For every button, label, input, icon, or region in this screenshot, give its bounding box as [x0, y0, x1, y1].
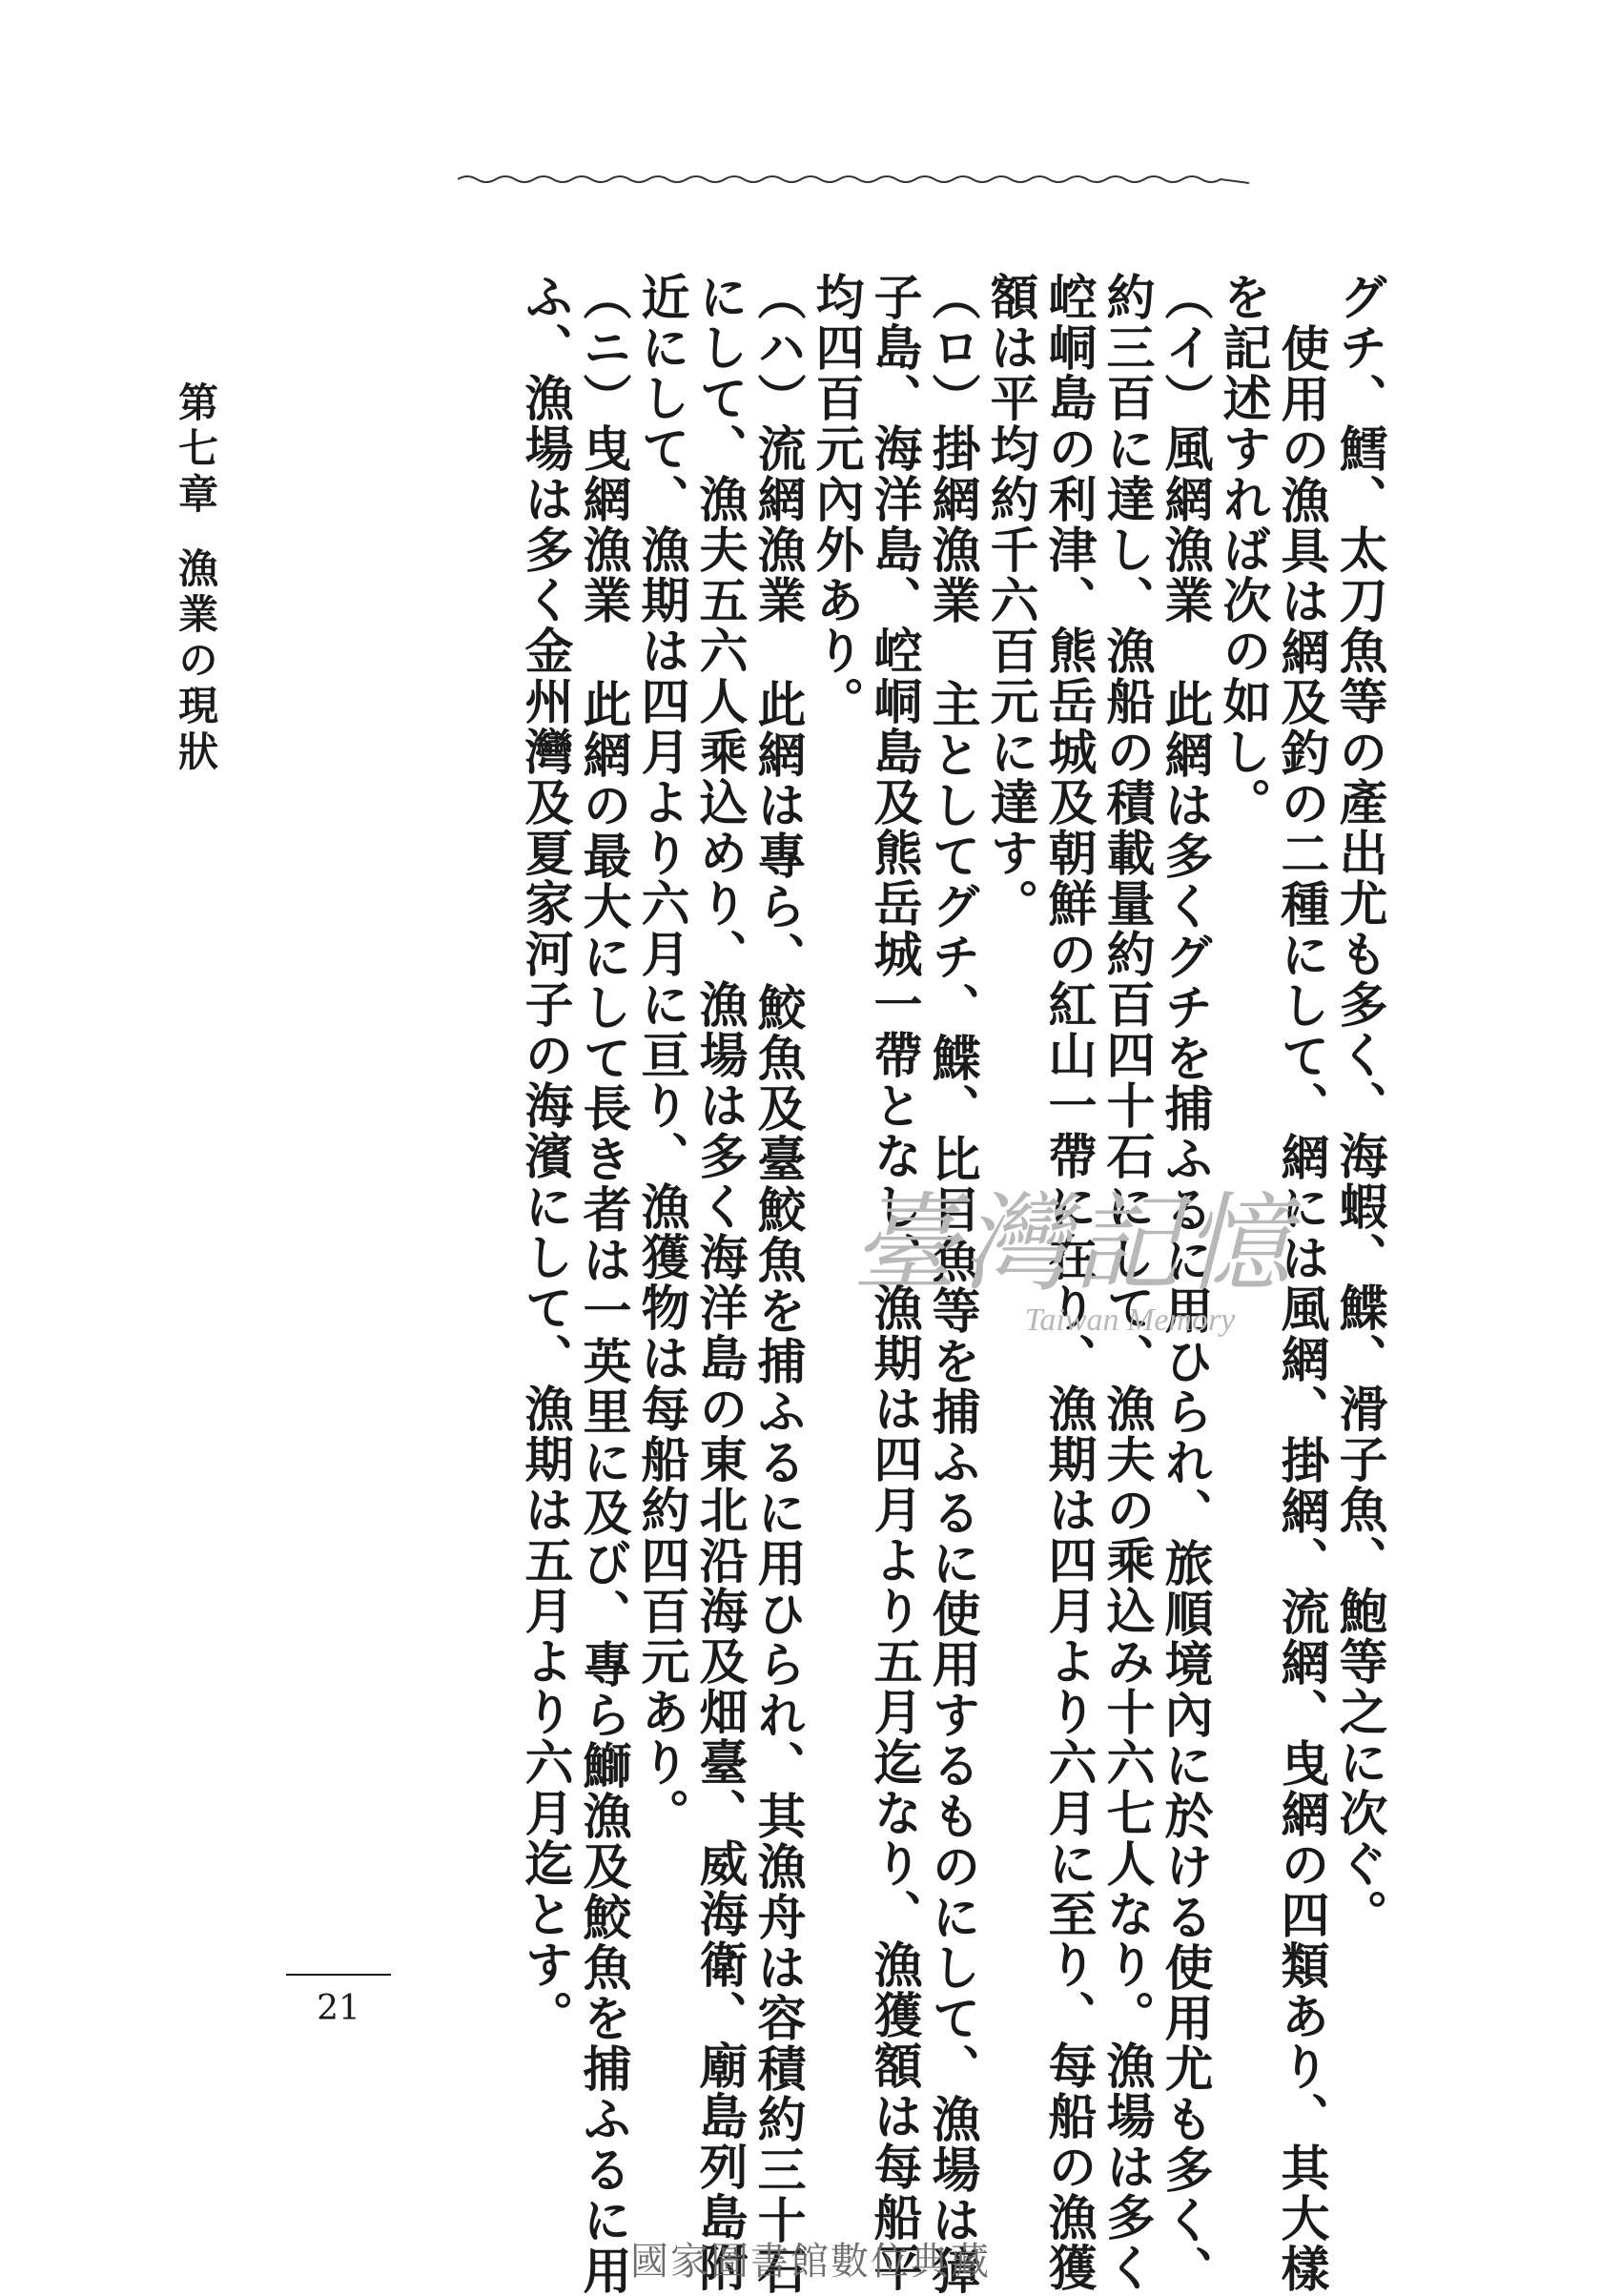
section-label: （イ）風網漁業	[1156, 272, 1213, 625]
text-column: にして、漁夫五六人乘込めり、漁場は多く海洋島の東北沿海及畑臺、威海衛、廟島列島附	[690, 272, 748, 2293]
page-number-rule	[286, 1974, 391, 1976]
archive-footer: 國家圖書館數位典藏	[630, 2240, 991, 2284]
watermark-english: Taiwan Memory	[1024, 1302, 1236, 1338]
section-heading-column: （ロ）掛網漁業主としてグチ、鰈、比目魚等を捕ふるに使用するものにして、漁場は獐	[923, 272, 980, 2296]
text-column: 均四百元內外あり。	[807, 272, 864, 727]
text-column: 崆峒島の利津、熊岳城及朝鮮の紅山一帶に在り、漁期は四月より六月に至り、每船の漁獲	[1039, 272, 1097, 2293]
text-column: 近にして、漁期は四月より六月に亘り、漁獲物は每船約四百元あり。	[632, 272, 689, 1838]
text-column: グチ、鱈、太刀魚等の產出尤も多く、海蝦、鰈、滑子魚、鮑等之に次ぐ。	[1330, 272, 1387, 1939]
text-column: 子島、海洋島、崆峒島及熊岳城一帶となし、漁期は四月より五月迄なり、漁獲額は每船平	[865, 272, 922, 2293]
chapter-title: 漁業の現狀	[173, 547, 219, 776]
section-heading-column: （イ）風網漁業此網は多くグチを捕ふるに用ひられ、旅順境內に於ける使用尤も多く、	[1156, 272, 1213, 2296]
page-number: 21	[286, 1974, 391, 2028]
section-label: （ハ）流網漁業	[749, 272, 806, 625]
chapter-number: 第七章	[173, 381, 219, 519]
watermark-chinese: 臺灣記憶	[852, 1182, 1294, 1306]
text-column: を記述すれば次の如し。	[1214, 272, 1271, 828]
decorative-top-rule	[458, 172, 1249, 187]
section-heading-column: （ニ）曳網漁業此網の最大にして長き者は一英里に及び、專ら鰤漁及鮫魚を捕ふるに用	[574, 272, 631, 2296]
section-label: （ニ）曳網漁業	[574, 272, 631, 625]
section-heading-column: （ハ）流網漁業此網は專ら、鮫魚及臺鮫魚を捕ふるに用ひられ、其漁舟は容積約三十石	[749, 272, 806, 2296]
text-column: 使用の漁具は網及釣の二種にして、網には風網、掛網、流網、曳網の四類あり、其大樣	[1272, 323, 1329, 2294]
text-column: 額は平均約千六百元に達す。	[981, 272, 1038, 929]
text-column: 約三百に達し、漁船の積載量約百四十石にして、漁夫の乘込み十六七人なり。漁場は多く	[1098, 272, 1155, 2293]
text-column: ふ、漁場は多く金州灣及夏家河子の海濱にして、漁期は五月より六月迄とす。	[516, 272, 573, 2040]
section-label: （ロ）掛網漁業	[923, 272, 980, 625]
running-header	[167, 381, 224, 776]
